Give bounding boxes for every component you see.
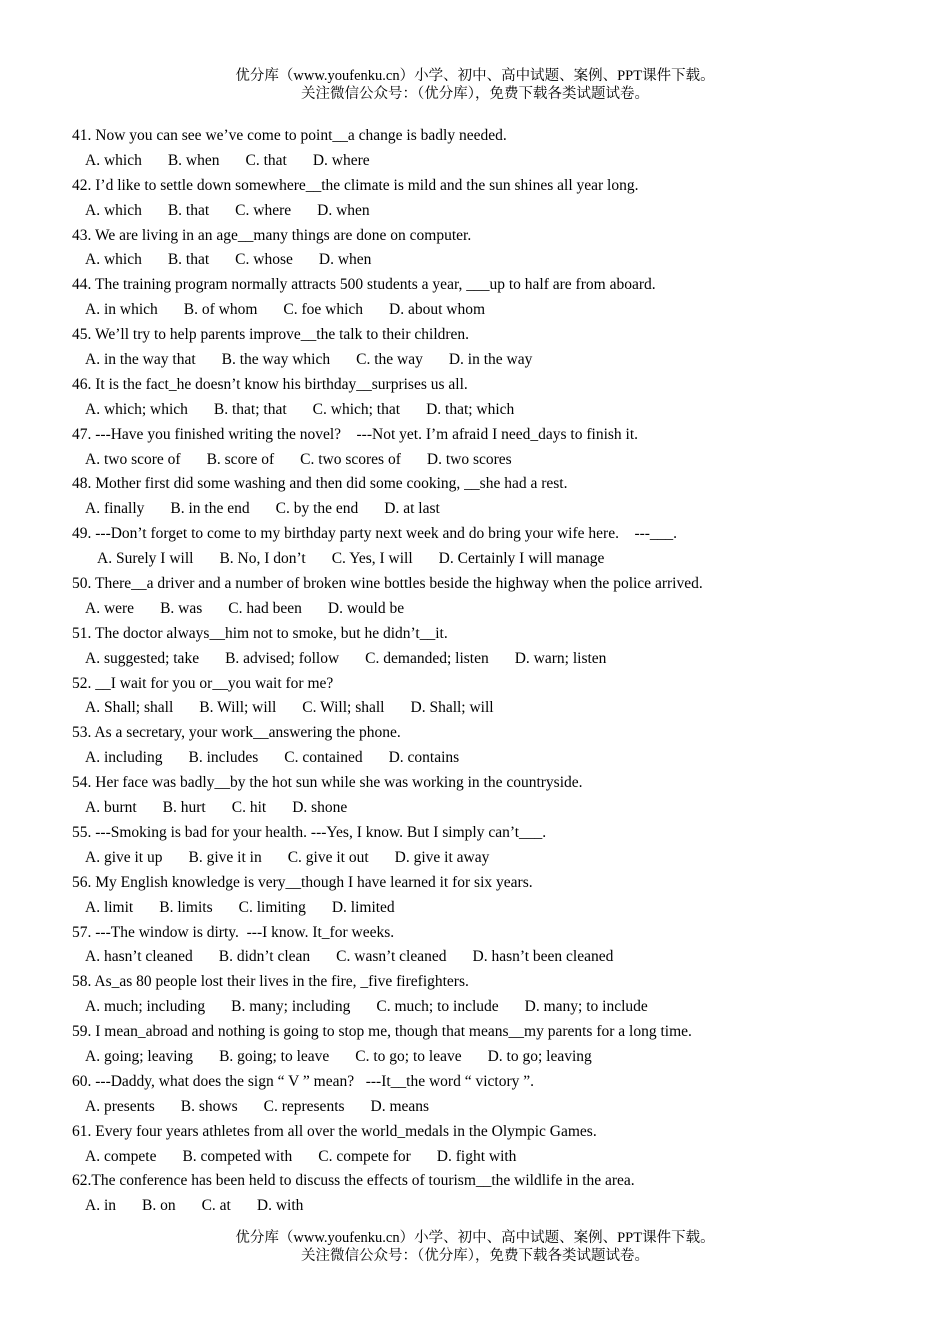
option-c: C. whose (235, 251, 293, 269)
option-b: B. on (142, 1197, 176, 1215)
question-options (72, 298, 912, 323)
question-options (72, 696, 912, 721)
option-c: C. Yes, I will (331, 550, 413, 568)
question-stem: 44. The training program normally attracts 500 students a year, ___up to half are from aboard. (72, 276, 656, 294)
question-options (72, 1045, 912, 1070)
option-d: D. at last (384, 500, 440, 518)
question-item (72, 472, 912, 522)
question-item (72, 771, 912, 821)
question-item (72, 921, 912, 971)
question-stem: 51. The doctor always__him not to smoke, but he didn’t__it. (72, 624, 448, 642)
question-options (72, 248, 912, 273)
option-a: A. give it up (85, 848, 163, 866)
question-item (72, 273, 912, 323)
option-b: B. advised; follow (225, 649, 340, 667)
question-item (72, 871, 912, 921)
question-list (72, 124, 912, 1219)
option-c: C. which; that (312, 400, 401, 418)
option-c: C. hit (231, 799, 267, 817)
option-b: B. that (167, 201, 210, 219)
option-a: A. in which (85, 301, 158, 319)
header-line-2: 关注微信公众号：（优分库），免费下载各类试题试卷。 (301, 86, 649, 102)
option-b: B. that (167, 251, 210, 269)
question-stem: 43. We are living in an age__many things are done on computer. (72, 226, 472, 244)
option-a: A. burnt (85, 799, 137, 817)
option-d: D. where (312, 151, 370, 169)
option-b: B. give it in (188, 848, 262, 866)
option-c: C. foe which (283, 301, 364, 319)
option-b: B. includes (188, 749, 259, 767)
question-stem: 46. It is the fact_he doesn’t know his birthday__surprises us all. (72, 375, 468, 393)
question-stem: 53. As a secretary, your work__answering the phone. (72, 724, 401, 742)
option-b: B. many; including (231, 998, 351, 1016)
option-d: D. when (318, 251, 372, 269)
question-stem: 41. Now you can see we’ve come to point__a change is badly needed. (72, 127, 507, 144)
option-a: A. which (85, 201, 142, 219)
question-stem: 45. We’ll try to help parents improve__the talk to their children. (72, 326, 470, 344)
option-b: B. the way which (221, 351, 331, 369)
question-options (72, 448, 912, 473)
question-item (72, 323, 912, 373)
question-item (72, 821, 912, 871)
option-b: B. shows (180, 1097, 238, 1115)
option-c: C. by the end (275, 500, 359, 518)
option-b: B. competed with (182, 1147, 293, 1165)
question-stem: 42. I’d like to settle down somewhere__the climate is mild and the sun shines all year long. (72, 176, 639, 194)
option-d: D. warn; listen (514, 649, 607, 667)
question-options (72, 398, 912, 423)
option-d: D. contains (388, 749, 460, 767)
question-item (72, 622, 912, 672)
question-options (72, 149, 912, 174)
question-stem: 50. There__a driver and a number of broken wine bottles beside the highway when the police arrived. (72, 575, 703, 593)
option-d: D. fight with (436, 1147, 517, 1165)
question-options (72, 846, 912, 871)
question-stem: 54. Her face was badly__by the hot sun while she was working in the countryside. (72, 774, 583, 792)
option-a: A. hasn’t cleaned (85, 948, 193, 966)
option-c: C. two scores of (300, 450, 401, 468)
option-b: B. limits (159, 898, 213, 916)
option-a: A. presents (85, 1097, 155, 1115)
question-item (72, 224, 912, 274)
option-d: D. means (370, 1097, 430, 1115)
option-c: C. wasn’t cleaned (336, 948, 447, 966)
question-item (72, 572, 912, 622)
option-b: B. hurt (162, 799, 206, 817)
option-b: B. when (167, 151, 220, 169)
question-options (72, 597, 912, 622)
option-c: C. compete for (318, 1147, 411, 1165)
question-stem: 55. ---Smoking is bad for your health. ---Yes, I know. But I simply can’t___. (72, 823, 547, 841)
option-d: D. would be (327, 599, 405, 617)
option-d: D. with (256, 1197, 304, 1215)
option-b: B. score of (206, 450, 275, 468)
question-stem: 58. As_as 80 people lost their lives in the fire, _five firefighters. (72, 973, 469, 991)
option-a: A. which (85, 151, 142, 169)
question-stem: 57. ---The window is dirty. ---I know. It_for weeks. (72, 923, 395, 941)
question-options (72, 497, 912, 522)
option-c: C. represents (263, 1097, 345, 1115)
footer-line-1: 优分库（www.youfenku.cn）小学、初中、高中试题、案例、PPT课件下载。 (235, 1230, 715, 1246)
page-footer (0, 1229, 950, 1265)
question-item (72, 721, 912, 771)
question-item (72, 1120, 912, 1170)
question-item (72, 1169, 912, 1219)
option-c: C. give it out (287, 848, 369, 866)
option-a: A. limit (85, 898, 134, 916)
question-stem: 62.The conference has been held to discuss the effects of tourism__the wildlife in the area. (72, 1172, 635, 1190)
option-d: D. hasn’t been cleaned (472, 948, 614, 966)
option-a: A. which (85, 251, 142, 269)
page-header (0, 67, 950, 103)
question-options (72, 1194, 912, 1219)
question-item (72, 174, 912, 224)
option-d: D. Shall; will (410, 699, 494, 717)
option-d: D. shone (292, 799, 348, 817)
option-c: C. contained (284, 749, 363, 767)
option-b: B. going; to leave (219, 1047, 330, 1065)
option-a: A. in (85, 1197, 116, 1215)
option-b: B. was (160, 599, 203, 617)
question-options (72, 1145, 912, 1170)
question-options (72, 896, 912, 921)
question-options (72, 945, 912, 970)
option-c: C. much; to include (376, 998, 499, 1016)
question-options (72, 1095, 912, 1120)
question-options (72, 647, 912, 672)
question-options (72, 348, 912, 373)
option-d: D. many; to include (524, 998, 648, 1016)
question-item (72, 124, 912, 174)
option-c: C. the way (356, 351, 423, 369)
option-b: B. Will; will (199, 699, 277, 717)
option-a: A. compete (85, 1147, 157, 1165)
option-c: C. where (235, 201, 292, 219)
question-stem: 56. My English knowledge is very__though I have learned it for six years. (72, 873, 533, 891)
question-stem: 47. ---Have you finished writing the novel? ---Not yet. I’m afraid I need_days to finish it. (72, 425, 639, 443)
option-d: D. limited (331, 898, 395, 916)
option-c: C. Will; shall (302, 699, 385, 717)
question-item (72, 423, 912, 473)
option-c: C. limiting (238, 898, 306, 916)
question-stem: 59. I mean_abroad and nothing is going to stop me, though that means__my parents for a long time. (72, 1023, 692, 1041)
question-options (72, 199, 912, 224)
question-options (72, 796, 912, 821)
question-item (72, 1070, 912, 1120)
option-a: A. finally (85, 500, 145, 518)
option-a: A. suggested; take (85, 649, 200, 667)
option-a: A. Shall; shall (85, 699, 174, 717)
option-d: D. two scores (426, 450, 512, 468)
question-options (72, 995, 912, 1020)
question-stem: 48. Mother first did some washing and then did some cooking, __she had a rest. (72, 475, 568, 493)
option-a: A. Surely I will (97, 550, 194, 568)
option-d: D. to go; leaving (487, 1047, 592, 1065)
option-d: D. when (317, 201, 370, 219)
question-options (72, 746, 912, 771)
question-stem: 52. __I wait for you or__you wait for me? (72, 674, 334, 692)
option-a: A. were (85, 599, 135, 617)
option-b: B. in the end (170, 500, 250, 518)
option-a: A. in the way that (85, 351, 196, 369)
option-a: A. which; which (85, 400, 188, 418)
question-stem: 60. ---Daddy, what does the sign “ V ” mean? ---It__the word “ victory ”. (72, 1072, 534, 1090)
option-b: B. didn’t clean (218, 948, 311, 966)
footer-line-2: 关注微信公众号：（优分库），免费下载各类试题试卷。 (301, 1248, 649, 1264)
option-d: D. that; which (426, 400, 515, 418)
option-b: B. that; that (213, 400, 287, 418)
option-a: A. much; including (85, 998, 206, 1016)
option-d: D. give it away (394, 848, 490, 866)
question-item (72, 522, 912, 572)
question-item (72, 970, 912, 1020)
option-a: A. going; leaving (85, 1047, 194, 1065)
option-a: A. including (85, 749, 163, 767)
option-c: C. at (201, 1197, 231, 1215)
option-b: B. of whom (183, 301, 258, 319)
option-d: D. Certainly I will manage (438, 550, 605, 568)
option-d: D. about whom (389, 301, 486, 319)
option-b: B. No, I don’t (219, 550, 306, 568)
option-c: C. demanded; listen (365, 649, 489, 667)
question-item (72, 672, 912, 722)
option-d: D. in the way (448, 351, 533, 369)
option-c: C. had been (228, 599, 302, 617)
option-c: C. that (245, 151, 287, 169)
question-stem: 49. ---Don’t forget to come to my birthday party next week and do bring your wife here. ---___. (72, 525, 678, 543)
option-a: A. two score of (85, 450, 181, 468)
option-c: C. to go; to leave (355, 1047, 462, 1065)
header-line-1: 优分库（www.youfenku.cn）小学、初中、高中试题、案例、PPT课件下载。 (235, 68, 715, 84)
question-stem: 61. Every four years athletes from all over the world_medals in the Olympic Games. (72, 1122, 597, 1140)
question-item (72, 373, 912, 423)
question-options (72, 547, 912, 572)
question-item (72, 1020, 912, 1070)
